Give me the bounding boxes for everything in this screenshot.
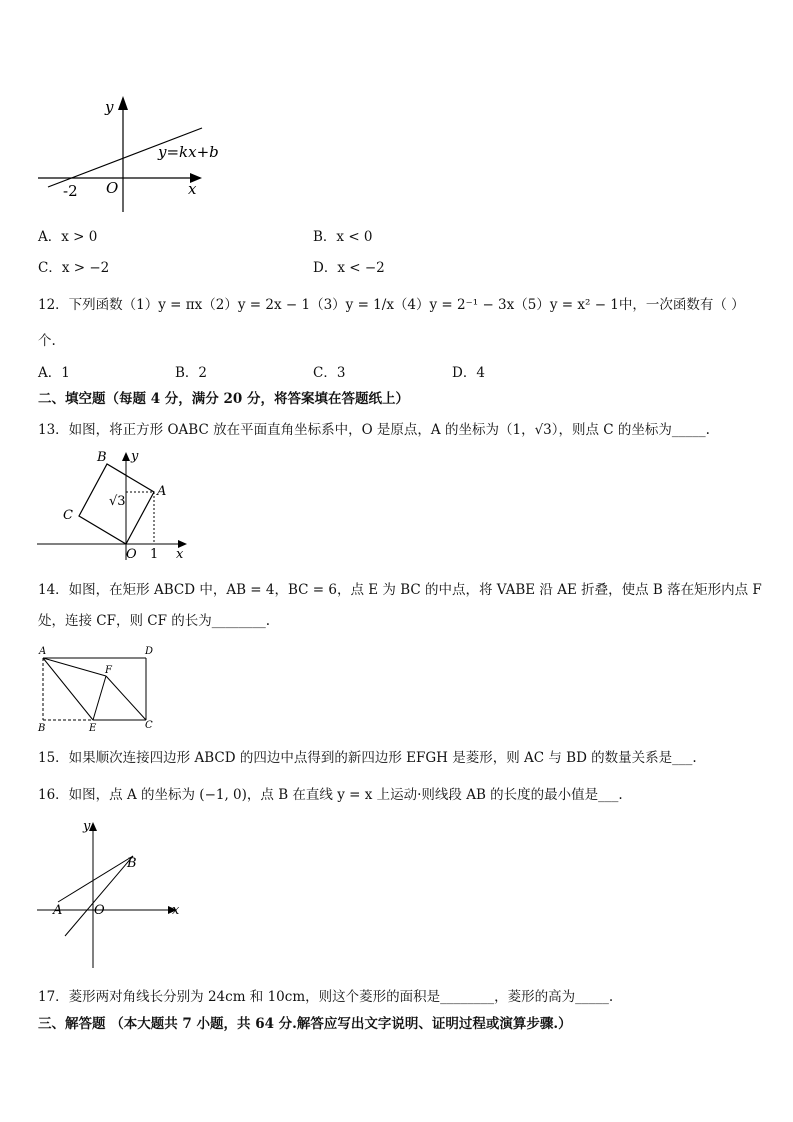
origin-label: O	[106, 179, 119, 197]
y-axis-label: y	[83, 819, 91, 834]
q17-stem: 17．菱形两对角线长分别为 24cm 和 10cm，则这个菱形的面积是________，菱形的高为_____.	[38, 989, 614, 1005]
q14-stem: 14．如图，在矩形 ABCD 中，AB = 4，BC = 6，点 E 为 BC 的中点，将 VABE 沿 AE 折叠，使点 B 落在矩形内点 F	[38, 582, 762, 598]
origin-label: O	[126, 547, 137, 562]
q11-option-a: A．x > 0	[38, 229, 98, 245]
q11-option-c: C．x > −2	[38, 260, 110, 276]
point-d-label: D	[145, 646, 154, 657]
q12-option-c: C．3	[313, 365, 346, 381]
point-b-label: B	[97, 450, 107, 465]
q15-stem: 15．如果顺次连接四边形 ABCD 的四边中点得到的新四边形 EFGH 是菱形，则 AC 与 BD 的数量关系是___.	[38, 750, 697, 766]
q13-stem: 13．如图，将正方形 OABC 放在平面直角坐标系中，O 是原点，A 的坐标为（1，√3），则点 C 的坐标为_____.	[38, 422, 710, 438]
point-f-label: F	[105, 665, 112, 676]
figure-linear-function-graph	[30, 90, 240, 220]
section-heading-solutions: 三、解答题 （本大题共 7 小题，共 64 分.解答应写出文字说明、证明过程或演算步骤.）	[38, 1016, 572, 1032]
x-axis-label: x	[176, 547, 184, 562]
y-axis-label: y	[105, 98, 114, 116]
point-a-label: A	[53, 903, 63, 918]
q11-option-d: D．x < −2	[313, 260, 385, 276]
point-c-label: C	[63, 508, 73, 523]
line-equation-label: y=kx+b	[158, 143, 219, 161]
q11-option-b: B．x < 0	[313, 229, 373, 245]
figure-rectangle-fold	[35, 642, 165, 734]
q12-option-d: D．4	[452, 365, 485, 381]
figure-line-y-equals-x	[35, 818, 185, 970]
point-b-label: B	[127, 856, 137, 871]
point-a-label: A	[39, 646, 47, 657]
q16-stem: 16．如图，点 A 的坐标为 (−1, 0)，点 B 在直线 y = x 上运动·则线段 AB 的长度的最小值是___.	[38, 787, 623, 803]
y-axis-label: y	[131, 449, 139, 464]
x-intercept-label: -2	[63, 182, 78, 200]
q12-stem: 12．下列函数（1）y = πx（2）y = 2x − 1（3）y = 1/x（4）y = 2⁻¹ − 3x（5）y = x² − 1中，一次函数有（ ）	[38, 297, 745, 313]
point-a-label: A	[157, 484, 167, 499]
q14-stem-cont: 处，连接 CF，则 CF 的长为________.	[38, 613, 271, 629]
x-axis-label: x	[188, 180, 197, 198]
q12-option-a: A．1	[38, 365, 70, 381]
section-heading-fill-blank: 二、填空题（每题 4 分，满分 20 分，将答案填在答题纸上）	[38, 391, 409, 407]
point-c-label: C	[145, 720, 153, 731]
point-e-label: E	[89, 723, 97, 734]
origin-label: O	[94, 903, 105, 918]
x-axis-label: x	[172, 903, 180, 918]
x-tick-one: 1	[150, 547, 159, 562]
sqrt3-label: √3	[109, 494, 126, 509]
q12-option-b: B．2	[175, 365, 208, 381]
figure-square-on-coordinates	[35, 448, 195, 568]
q12-stem-cont: 个.	[38, 333, 56, 349]
point-b-label: B	[38, 723, 46, 734]
